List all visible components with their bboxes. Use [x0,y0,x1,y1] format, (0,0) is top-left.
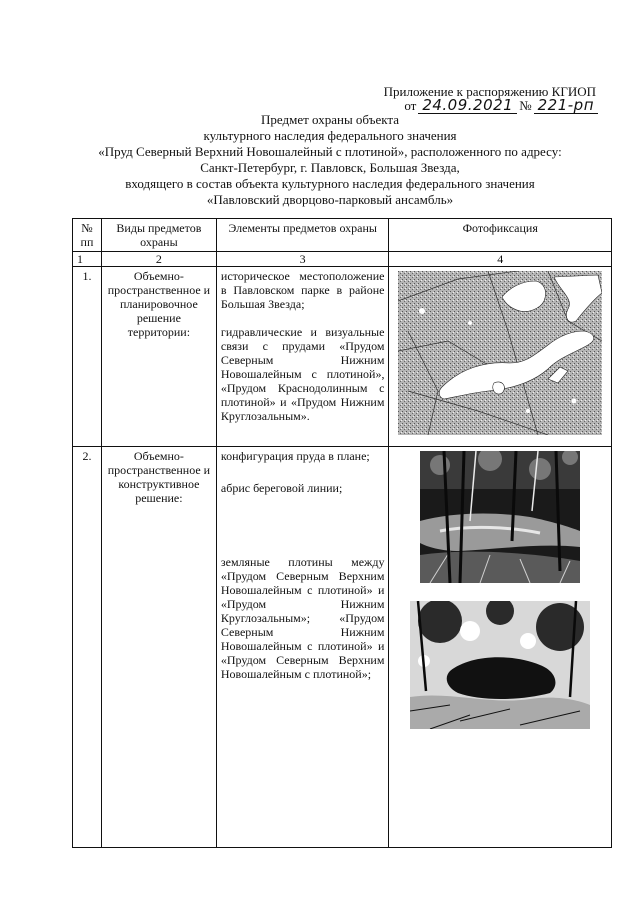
title-line: культурного наследия федерального значения [203,128,457,143]
dam-photo-image [410,601,590,729]
element-text: историческое местоположение в Павловском парке в районе Большая Звезда; [220,269,385,311]
row-number: 1. [73,267,102,447]
title-line: «Павловский дворцово-парковый ансамбль» [206,192,454,207]
title-line: Санкт-Петербург, г. Павловск, Большая Звезда, [200,160,460,175]
element-text: земляные плотины между «Прудом Северным Верхним Новошалейным с плотиной» и «Прудом Нижним Круглозальным»; «Прудом Северным Нижним Новошалейным с плотиной» и «Прудом Северным Верхним Новошалейным с плотиной»; [220,555,385,681]
row-type: Объемно-пространственное и конструктивное решение: [101,447,216,848]
row-photo [389,267,612,447]
number-label: № [519,98,532,113]
table-header-row [73,219,612,252]
element-text: гидравлические и визуальные связи с прудами «Прудом Северным Нижним Новошалейным с плотиной», «Прудом Краснодолинным с плотиной» и «Прудом Нижним Круглозальным». [220,325,385,423]
title-line: Предмет охраны объекта [261,112,399,127]
col-number: 4 [389,252,612,267]
header-type: Виды предметов охраны [101,219,216,252]
col-number: 1 [73,252,102,267]
row-elements [216,267,389,447]
element-text: конфигурация пруда в плане; [220,449,370,463]
order-date: 24.09.2021 [418,97,517,114]
from-label: от [404,98,417,113]
row-number: 2. [73,447,102,848]
col-number: 2 [101,252,216,267]
title-line: «Пруд Северный Верхний Новошалейный с плотиной», расположенного по адресу: [98,144,562,159]
header-photo: Фотофиксация [389,219,612,252]
header-elements: Элементы предметов охраны [216,219,389,252]
order-number: 221-рп [534,97,598,114]
appendix-header: Приложение к распоряжению КГИОП [383,84,596,99]
header-num: № пп [73,219,102,252]
column-number-row [73,252,612,267]
protection-table [72,218,612,848]
row-photo [389,447,612,848]
table-row [73,267,612,447]
map-fragment-image [398,271,602,435]
row-elements [216,447,389,848]
title-line: входящего в состав объекта культурного наследия федерального значения [125,176,535,191]
col-number: 3 [216,252,389,267]
row-type: Объемно-пространственное и планировочное решение территории: [101,267,216,447]
table-row [73,447,612,848]
pond-photo-image [420,451,580,583]
element-text: абрис береговой линии; [220,481,343,495]
document-title [60,112,600,208]
